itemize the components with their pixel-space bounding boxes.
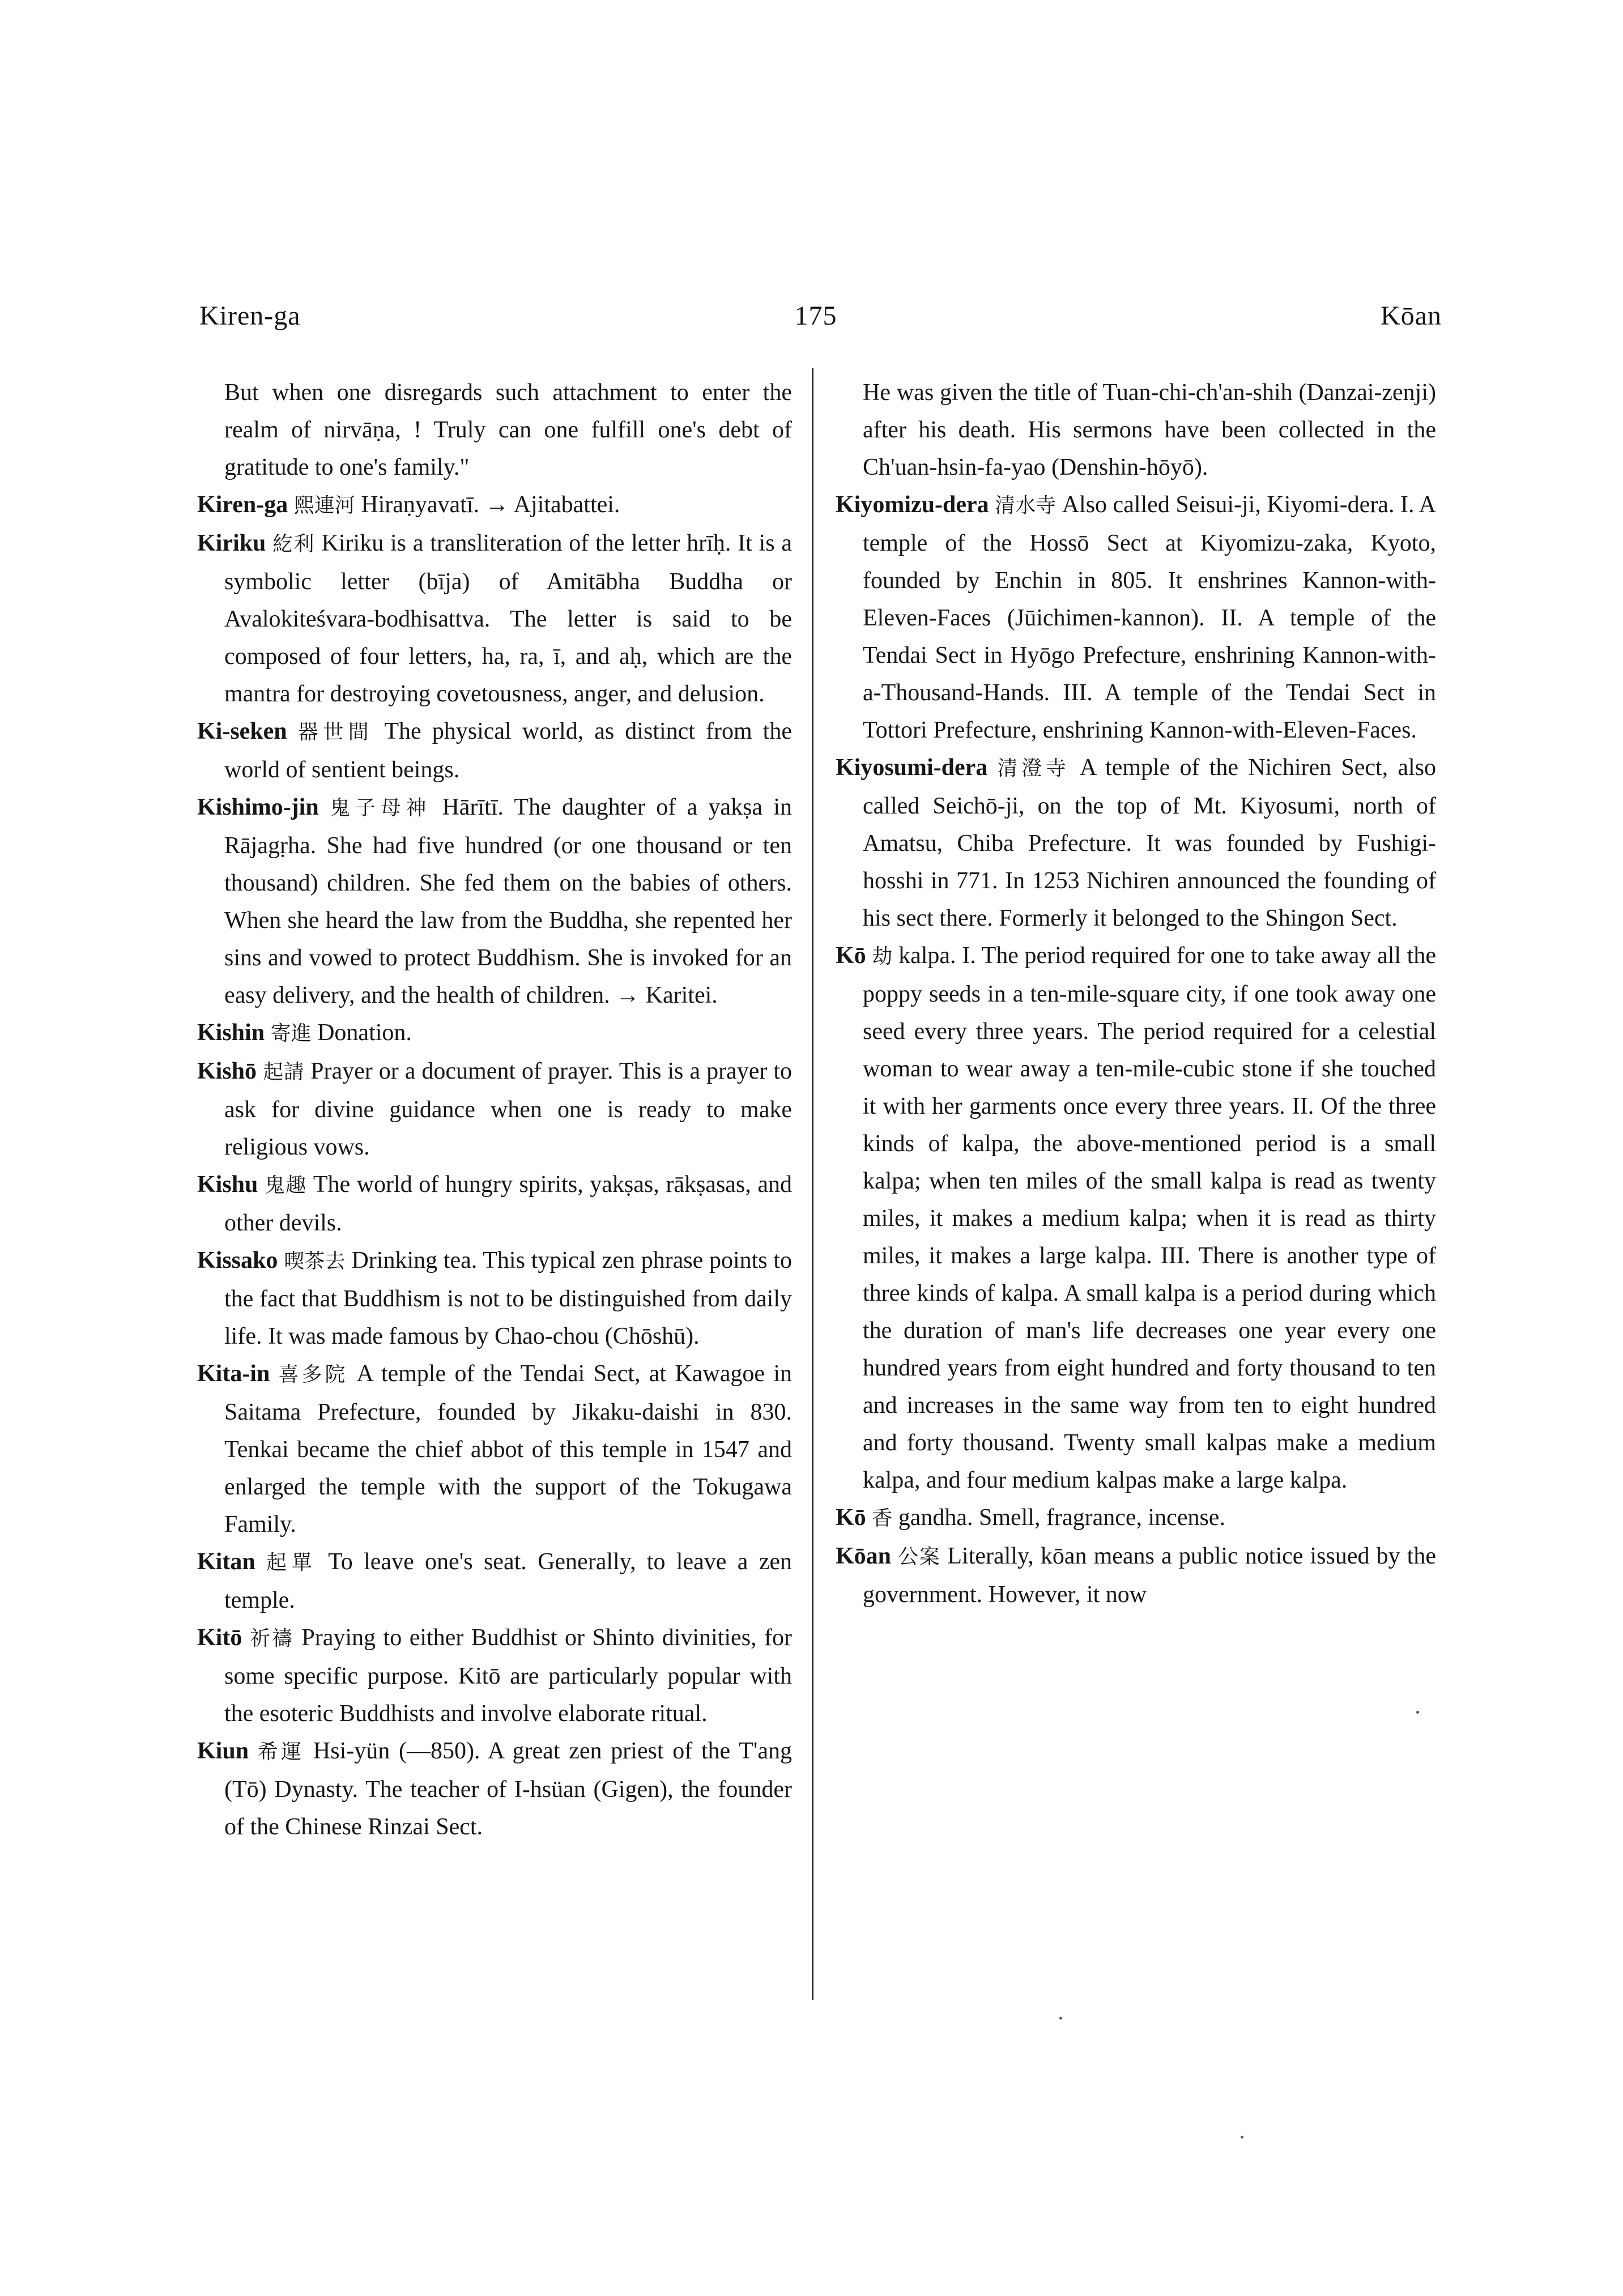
- entry-kisho: [197, 1053, 792, 1166]
- kanji: 公案: [898, 1545, 941, 1569]
- kanji: 鬼子母神: [330, 796, 432, 820]
- definition: kalpa. I. The period required for one to take away all the poppy seeds in a ten-mile-square city, if one took away one seed every three years. The period required for a celestial woman to wear away a ten-mile-cubic stone if she touched it with her garments once every three years. II. Of the three kinds of kalpa, the above-mentioned period is a small kalpa; when ten miles of the small kalpa is read as twenty miles, it makes a medium kalpa; when it is read as thirty miles, it makes a large kalpa. III. There is another type of three kinds of kalpa. A small kalpa is a period during which the duration of man's life decreases one year every one hundred years from eight hundred and forty thousand to ten and increases in the same way from ten to eight hundred and forty thousand. Twenty small kalpas make a medium kalpa, and four medium kalpas make a large kalpa.: [863, 943, 1436, 1493]
- scan-speck: [1241, 2136, 1243, 2139]
- definition: Literally, kōan means a public notice issued by the government. However, it now: [863, 1543, 1436, 1608]
- kanji: 鬼趣: [265, 1174, 307, 1197]
- continuation-text: But when one disregards such attachment to enter the realm of nirvāṇa, ! Truly can one fulfill one's debt of gratitude to one's family.": [224, 380, 792, 480]
- entry-kito: [197, 1619, 792, 1732]
- entry-kissako: [197, 1242, 792, 1355]
- kanji: 清水寺: [995, 494, 1057, 517]
- headword: Kiyomizu-dera: [836, 492, 989, 518]
- entry-koan: [836, 1537, 1436, 1613]
- headword: Kiriku: [197, 530, 266, 556]
- headword: Kōan: [836, 1543, 892, 1569]
- headword: Kishimo-jin: [197, 794, 319, 820]
- definition: The world of hungry spirits, yakṣas, rākṣasas, and other devils.: [224, 1172, 793, 1236]
- headword: Kita-in: [197, 1361, 270, 1387]
- headword: Kō: [836, 943, 866, 969]
- entry-kishin: [197, 1014, 792, 1053]
- entry-kiren-ga: [197, 486, 792, 525]
- headword: Kitan: [197, 1549, 255, 1575]
- definition: Praying to either Buddhist or Shinto divinities, for some specific purpose. Kitō are particularly popular with the esoteric Buddhists and involve elaborate ritual.: [224, 1625, 793, 1727]
- definition: The physical world, as distinct from the world of sentient beings.: [224, 718, 792, 783]
- column-divider: [812, 368, 813, 2000]
- headword: Kitō: [197, 1625, 242, 1651]
- definition: A temple of the Nichiren Sect, also called Seichō-ji, on the top of Mt. Kiyosumi, north of Amatsu, Chiba Prefecture. It was founded by Fushigi-hosshi in 771. In 1253 Nichiren announced the founding of his sect there. Formerly it belonged to the Shingon Sect.: [863, 755, 1437, 931]
- left-column: [197, 374, 792, 1846]
- definition: gandha. Smell, fragrance, incense.: [898, 1505, 1225, 1531]
- entry-kitan: [197, 1543, 792, 1619]
- headword: Kishu: [197, 1172, 258, 1198]
- definition: Drinking tea. This typical zen phrase points to the fact that Buddhism is not to be distinguished from daily life. It was made famous by Chao-chou (Chōshū).: [224, 1247, 793, 1349]
- definition: To leave one's seat. Generally, to leave a zen temple.: [224, 1549, 792, 1613]
- definition: Hiraṇyavatī. → Ajitabattei.: [361, 492, 620, 518]
- headword: Kishin: [197, 1020, 265, 1046]
- page-number: 175: [794, 301, 837, 331]
- entry-kiun: [197, 1732, 792, 1846]
- kanji: 器世間: [297, 721, 374, 744]
- entry-kishimo-jin: [197, 789, 792, 1014]
- headword: Kō: [836, 1505, 866, 1531]
- headword: Kiren-ga: [197, 492, 288, 518]
- right-column: [836, 374, 1436, 1613]
- entry-kiriku: [197, 525, 792, 713]
- definition: A temple of the Tendai Sect, at Kawagoe in Saitama Prefecture, founded by Jikaku-daishi in 830. Tenkai became the chief abbot of this temple in 1547 and enlarged the temple with the support of the Tokugawa Family.: [224, 1361, 792, 1537]
- definition: Donation.: [317, 1020, 412, 1046]
- kanji: 起單: [266, 1551, 317, 1574]
- kanji: 祈禱: [249, 1627, 294, 1650]
- entry-kiyosumi-dera: [836, 749, 1436, 937]
- headword: Kiyosumi-dera: [836, 755, 988, 781]
- definition: Hsi-yün (—850). A great zen priest of the T'ang (Tō) Dynasty. The teacher of I-hsüan (Gigen), the founder of the Chinese Rinzai Sect.: [224, 1738, 793, 1840]
- kanji: 喫茶去: [284, 1250, 346, 1273]
- entry-ki-seken: [197, 713, 792, 789]
- entry-kiyomizu-dera: [836, 486, 1436, 749]
- definition: Kiriku is a transliteration of the letter hrīḥ. It is a symbolic letter (bīja) of Amitābha Buddha or Avalokiteśvara-bodhisattva. The letter is said to be composed of four letters, ha, ra, ī, and aḥ, which are the mantra for destroying covetousness, anger, and delusion.: [224, 530, 793, 707]
- kanji: 希運: [257, 1740, 305, 1763]
- continuation-text: He was given the title of Tuan-chi-ch'an-shih (Danzai-zenji) after his death. His sermons have been collected in the Ch'uan-hsin-fa-yao (Denshin-hōyō).: [863, 380, 1436, 480]
- scan-speck: [1416, 1711, 1419, 1714]
- kanji: 寄進: [270, 1022, 312, 1045]
- entry-kita-in: [197, 1355, 792, 1543]
- scan-speck: [1059, 2017, 1062, 2020]
- definition: Hārītī. The daughter of a yakṣa in Rājagṛha. She had five hundred (or one thousand or ten thousand) children. She fed them on the babies of others. When she heard the law from the Buddha, she repented her sins and vowed to protect Buddhism. She is invoked for an easy delivery, and the health of children. → Karitei.: [224, 794, 793, 1008]
- kanji: 清澄寺: [997, 757, 1070, 780]
- entry-ko-kalpa: [836, 937, 1436, 1499]
- kanji: 香: [872, 1507, 893, 1530]
- headword: Kiun: [197, 1738, 249, 1764]
- headword: Kishō: [197, 1058, 257, 1084]
- kanji: 熙連河: [293, 494, 355, 517]
- entry-kishu: [197, 1166, 792, 1242]
- running-head-right: Kōan: [1381, 301, 1442, 331]
- kanji: 紇利: [272, 533, 315, 556]
- headword: Ki-seken: [197, 718, 287, 744]
- kanji: 喜多院: [278, 1363, 348, 1386]
- definition: Also called Seisui-ji, Kiyomi-dera. I. A temple of the Hossō Sect at Kiyomizu-zaka, Kyoto, founded by Enchin in 805. It enshrines Kannon-with-Eleven-Faces (Jūichimen-kannon). II. A temple of the Tendai Sect in Hyōgo Prefecture, enshrining Kannon-with-a-Thousand-Hands. III. A temple of the Tendai Sect in Tottori Prefecture, enshrining Kannon-with-Eleven-Faces.: [863, 492, 1436, 743]
- kanji: 起請: [263, 1060, 305, 1084]
- definition: Prayer or a document of prayer. This is a prayer to ask for divine guidance when one is ready to make religious vows.: [224, 1058, 792, 1160]
- running-head-left: Kiren-ga: [199, 301, 301, 331]
- headword: Kissako: [197, 1247, 278, 1273]
- entry-ko-gandha: [836, 1499, 1436, 1537]
- kanji: 劫: [872, 945, 893, 968]
